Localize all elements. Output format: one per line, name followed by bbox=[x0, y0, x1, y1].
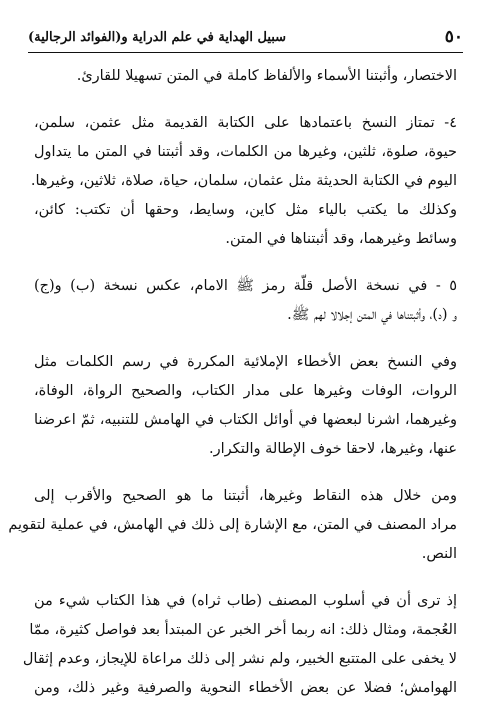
text-line: الهوامش؛ فضلا عن بعض الأخطاء النحوية والصرفية وغير ذلك، ومن bbox=[34, 680, 457, 696]
paragraph bbox=[34, 62, 457, 91]
text-line: الاختصار، وأثبتنا الأسماء والألفاظ كاملة في المتن تسهيلا للقارئ. bbox=[76, 68, 457, 84]
text-line: وفي النسخ بعض الأخطاء الإملائية المكررة في رسم الكلمات مثل bbox=[34, 354, 457, 370]
text-line: مراد المصنف في المتن، مع الإشارة إلى ذلك في الهامش، في عملية لتقويم bbox=[8, 517, 457, 533]
paragraph bbox=[34, 272, 457, 330]
text-line: العُجمة، ومثال ذلك: انه ربما أخر الخبر عن المبتدأ بعد فواصل كثيرة، ممّا bbox=[29, 622, 457, 638]
text-line: ٥ - في نسخة الأصل قلّة رمز ﷺ الامام، عكس نسخة (ب) و(ج) bbox=[34, 278, 457, 294]
text-line: وسائط وغيرهما، وقد أثبتناها في المتن. bbox=[225, 231, 457, 247]
text-line: و (د)، وأثبتناها في المتن إجلالا لهم ﷺ. bbox=[287, 307, 457, 323]
text-line: حيوة، صلوة، ثلثين، وغيرها من الكلمات، وقد أثبتنا في المتن ما يتداول bbox=[34, 144, 457, 160]
text-line: إذ ترى أن في أسلوب المصنف (طاب ثراه) في هذا الكتاب شيء من bbox=[34, 593, 457, 609]
text-line: اليوم في الكتابة الحديثة مثل عثمان، سلمان، حياة، صلاة، ثلاثين، وغيرها. bbox=[30, 173, 457, 189]
paragraph bbox=[22, 587, 457, 703]
page-header bbox=[28, 26, 463, 53]
text-line: وغيرهما، اشرنا لبعضها في أوائل الكتاب في الهامش للتنبيه، ثمّ اعرضنا bbox=[34, 412, 457, 428]
page-number: ٥٠ bbox=[444, 27, 463, 47]
text-line: النص. bbox=[421, 546, 457, 562]
paragraph bbox=[30, 109, 457, 254]
text-line: لا يخفى على المتتبع الخبير، ولم نشر إلى ذلك مراعاة للإيجاز، وعدم إثقال bbox=[22, 651, 457, 667]
paragraph bbox=[8, 482, 457, 569]
page-body bbox=[8, 62, 457, 721]
text-line: عنها، وغيرها، لاحقا خوف الإطالة والتكرار. bbox=[209, 441, 457, 457]
running-title: سبيل الهداية في علم الدراية و(الفوائد الرجالية) bbox=[28, 30, 287, 45]
text-line: الروات، الوفات وغيرها على مدار الكتاب، والصحيح الرواة، الوفاة، bbox=[34, 383, 457, 399]
paragraph bbox=[34, 348, 457, 464]
text-line: ومن خلال هذه النقاط وغيرها، أثبتنا ما هو الصحيح والأقرب إلى bbox=[34, 488, 457, 504]
text-line: ٤- تمتاز النسخ باعتمادها على الكتابة القديمة مثل عثمن، سلمن، bbox=[34, 115, 457, 131]
text-line: وكذلك ما يكتب بالياء مثل كاين، وسايط، وحقها أن تكتب: كائن، bbox=[34, 202, 457, 218]
